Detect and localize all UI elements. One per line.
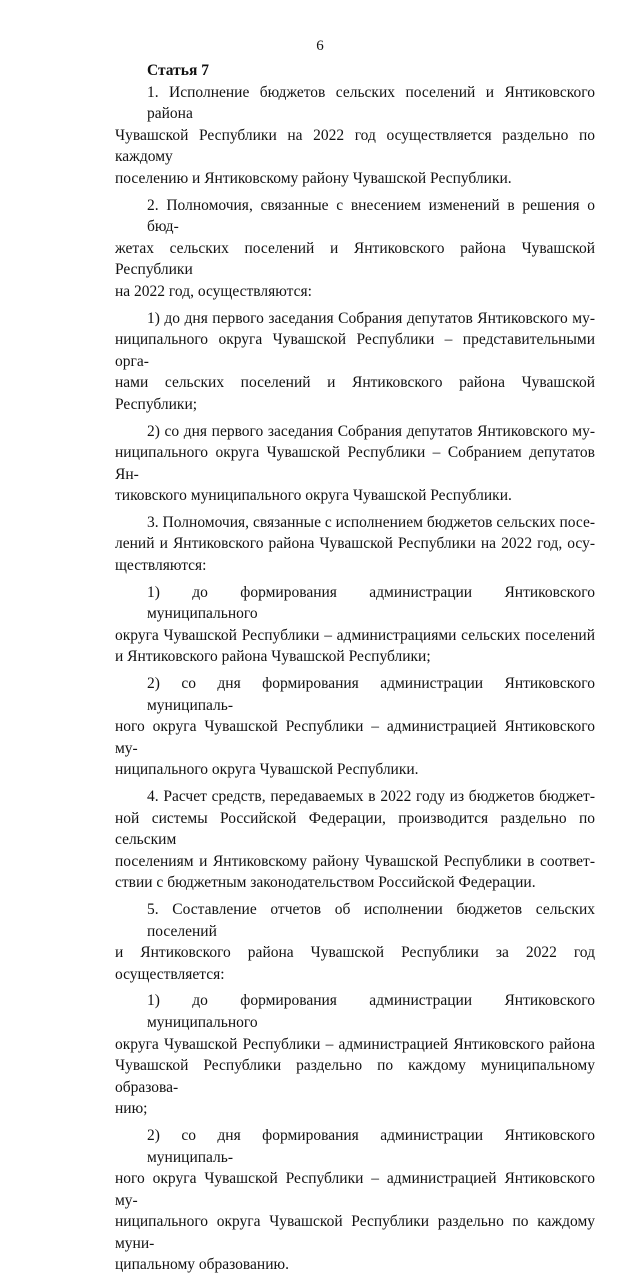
paragraph-line: 2) со дня первого заседания Собрания депутатов Янтиковского му-	[147, 422, 595, 440]
paragraph-line: 5. Составление отчетов об исполнении бюджетов сельских поселений	[147, 900, 595, 940]
page-number: 6	[316, 38, 324, 54]
paragraph-line: Чувашской Республики раздельно по каждому муниципальному образова-	[115, 1057, 595, 1096]
paragraph	[115, 582, 595, 668]
paragraph-line: 1) до формирования администрации Янтиковского муниципального	[147, 583, 595, 623]
paragraph-line: поселению и Янтиковскому району Чувашской Республики.	[115, 169, 512, 187]
paragraph-line: нами сельских поселений и Янтиковского района Чувашской Республики;	[115, 374, 595, 413]
paragraph-line: 2) со дня формирования администрации Янтиковского муниципаль-	[147, 1126, 595, 1166]
paragraph-line: 4. Расчет средств, передаваемых в 2022 году из бюджетов бюджет-	[147, 788, 595, 805]
paragraph-line: ниципального округа Чувашской Республики.	[115, 761, 419, 779]
paragraph-line: 1) до формирования администрации Янтиковского муниципального	[147, 992, 595, 1031]
paragraph	[115, 195, 595, 303]
paragraph-line: поселениям и Янтиковскому району Чувашской Республики в соответ-	[115, 852, 595, 870]
paragraph-line: ного округа Чувашской Республики – администрацией Янтиковского му-	[115, 718, 595, 757]
document-body	[115, 60, 595, 1281]
paragraph-line: и Янтиковского района Чувашской Республики за 2022 год осуществляется:	[115, 944, 595, 983]
paragraph	[115, 673, 595, 781]
paragraph	[115, 512, 595, 577]
paragraph-line: ществляются:	[115, 557, 207, 575]
paragraph-line: ципальному образованию.	[115, 1256, 289, 1274]
paragraph-line: 3. Полномочия, связанные с исполнением бюджетов сельских посе-	[147, 513, 595, 531]
paragraph	[115, 1125, 595, 1276]
paragraph	[115, 990, 595, 1120]
article-paragraphs	[115, 82, 595, 1276]
paragraph-line: ной системы Российской Федерации, производится раздельно по сельским	[115, 809, 595, 849]
paragraph-line: ниципального округа Чувашской Республики раздельно по каждому муни-	[115, 1213, 595, 1252]
paragraph-line: округа Чувашской Республики – администрацией Янтиковского района	[115, 1035, 595, 1053]
article-title: Статья 7	[147, 62, 209, 79]
paragraph-line: 2) со дня формирования администрации Янтиковского муниципаль-	[147, 675, 595, 714]
paragraph	[115, 308, 595, 416]
paragraph-line: нию;	[115, 1100, 148, 1118]
paragraph	[115, 421, 595, 507]
paragraph-line: округа Чувашской Республики – администрациями сельских поселений	[115, 626, 595, 644]
paragraph-line: жетах сельских поселений и Янтиковского района Чувашской Республики	[115, 239, 595, 279]
paragraph-line: тиковского муниципального округа Чувашской Республики.	[115, 487, 512, 505]
paragraph-line: 1. Исполнение бюджетов сельских поселений и Янтиковского района	[147, 83, 595, 123]
paragraph	[115, 82, 595, 190]
paragraph-line: ствии с бюджетным законодательством Российской Федерации.	[115, 874, 536, 892]
paragraph-line: и Янтиковского района Чувашской Республики;	[115, 648, 431, 666]
paragraph-line: ного округа Чувашской Республики – администрацией Янтиковского му-	[115, 1170, 595, 1209]
paragraph-line: ниципального округа Чувашской Республики – представительными орга-	[115, 331, 595, 370]
paragraph-line: Чувашской Республики на 2022 год осуществляется раздельно по каждому	[115, 126, 595, 166]
paragraph-line: 1) до дня первого заседания Собрания депутатов Янтиковского му-	[147, 309, 595, 327]
paragraph	[115, 899, 595, 985]
paragraph-line: на 2022 год, осуществляются:	[115, 282, 312, 300]
paragraph-line: 2. Полномочия, связанные с внесением изменений в решения о бюд-	[147, 196, 595, 236]
paragraph-line: ниципального округа Чувашской Республики – Собранием депутатов Ян-	[115, 444, 595, 483]
paragraph-line: лений и Янтиковского района Чувашской Республики на 2022 год, осу-	[115, 535, 595, 553]
paragraph	[115, 786, 595, 894]
